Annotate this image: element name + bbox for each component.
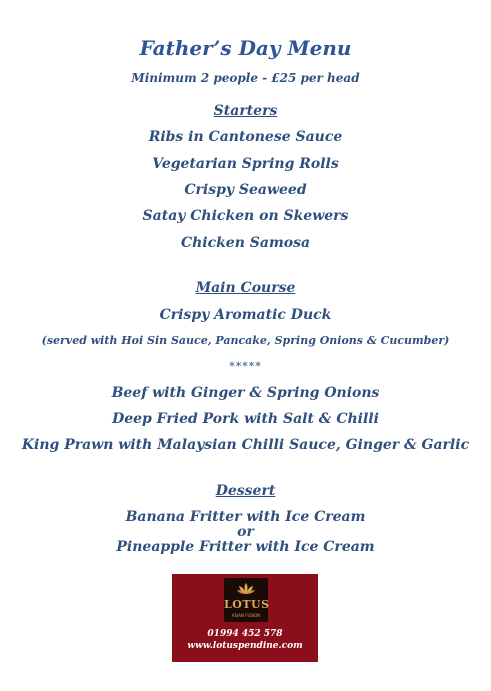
lotus-logo [224, 578, 268, 622]
website-url: www.lotuspendine.com [187, 641, 303, 651]
separator: ***** [229, 360, 262, 373]
logo-name: LOTUS [224, 598, 270, 611]
starter-item: Chicken Samosa [180, 235, 311, 251]
starters-heading: Starters [213, 103, 278, 119]
main-course-heading: Main Course [195, 280, 296, 296]
lotus-flower-icon [237, 583, 255, 595]
phone-number: 01994 452 578 [207, 629, 283, 639]
main-item: King Prawn with Malaysian Chilli Sauce, Ginger & Garlic [21, 437, 470, 453]
starter-item: Crispy Seaweed [184, 182, 307, 198]
main-featured-note: (served with Hoi Sin Sauce, Pancake, Spring Onions & Cucumber) [41, 334, 450, 347]
dessert-option: Banana Fritter with Ice Cream [125, 509, 366, 525]
dessert-heading: Dessert [215, 483, 276, 499]
main-item: Deep Fried Pork with Salt & Chilli [112, 411, 379, 427]
menu-subtitle: Minimum 2 people - £25 per head [131, 71, 360, 85]
dessert-or: or [237, 524, 254, 540]
logo-tagline: ASIAN FUSION [231, 613, 261, 618]
dessert-option: Pineapple Fritter with Ice Cream [116, 539, 375, 555]
starter-item: Vegetarian Spring Rolls [152, 156, 339, 172]
starter-item: Ribs in Cantonese Sauce [148, 129, 343, 145]
restaurant-logo-banner [172, 574, 318, 662]
main-featured-item: Crispy Aromatic Duck [159, 307, 332, 323]
main-item: Beef with Ginger & Spring Onions [111, 385, 380, 401]
starter-item: Satay Chicken on Skewers [142, 208, 349, 224]
menu-title: Father’s Day Menu [139, 36, 352, 60]
